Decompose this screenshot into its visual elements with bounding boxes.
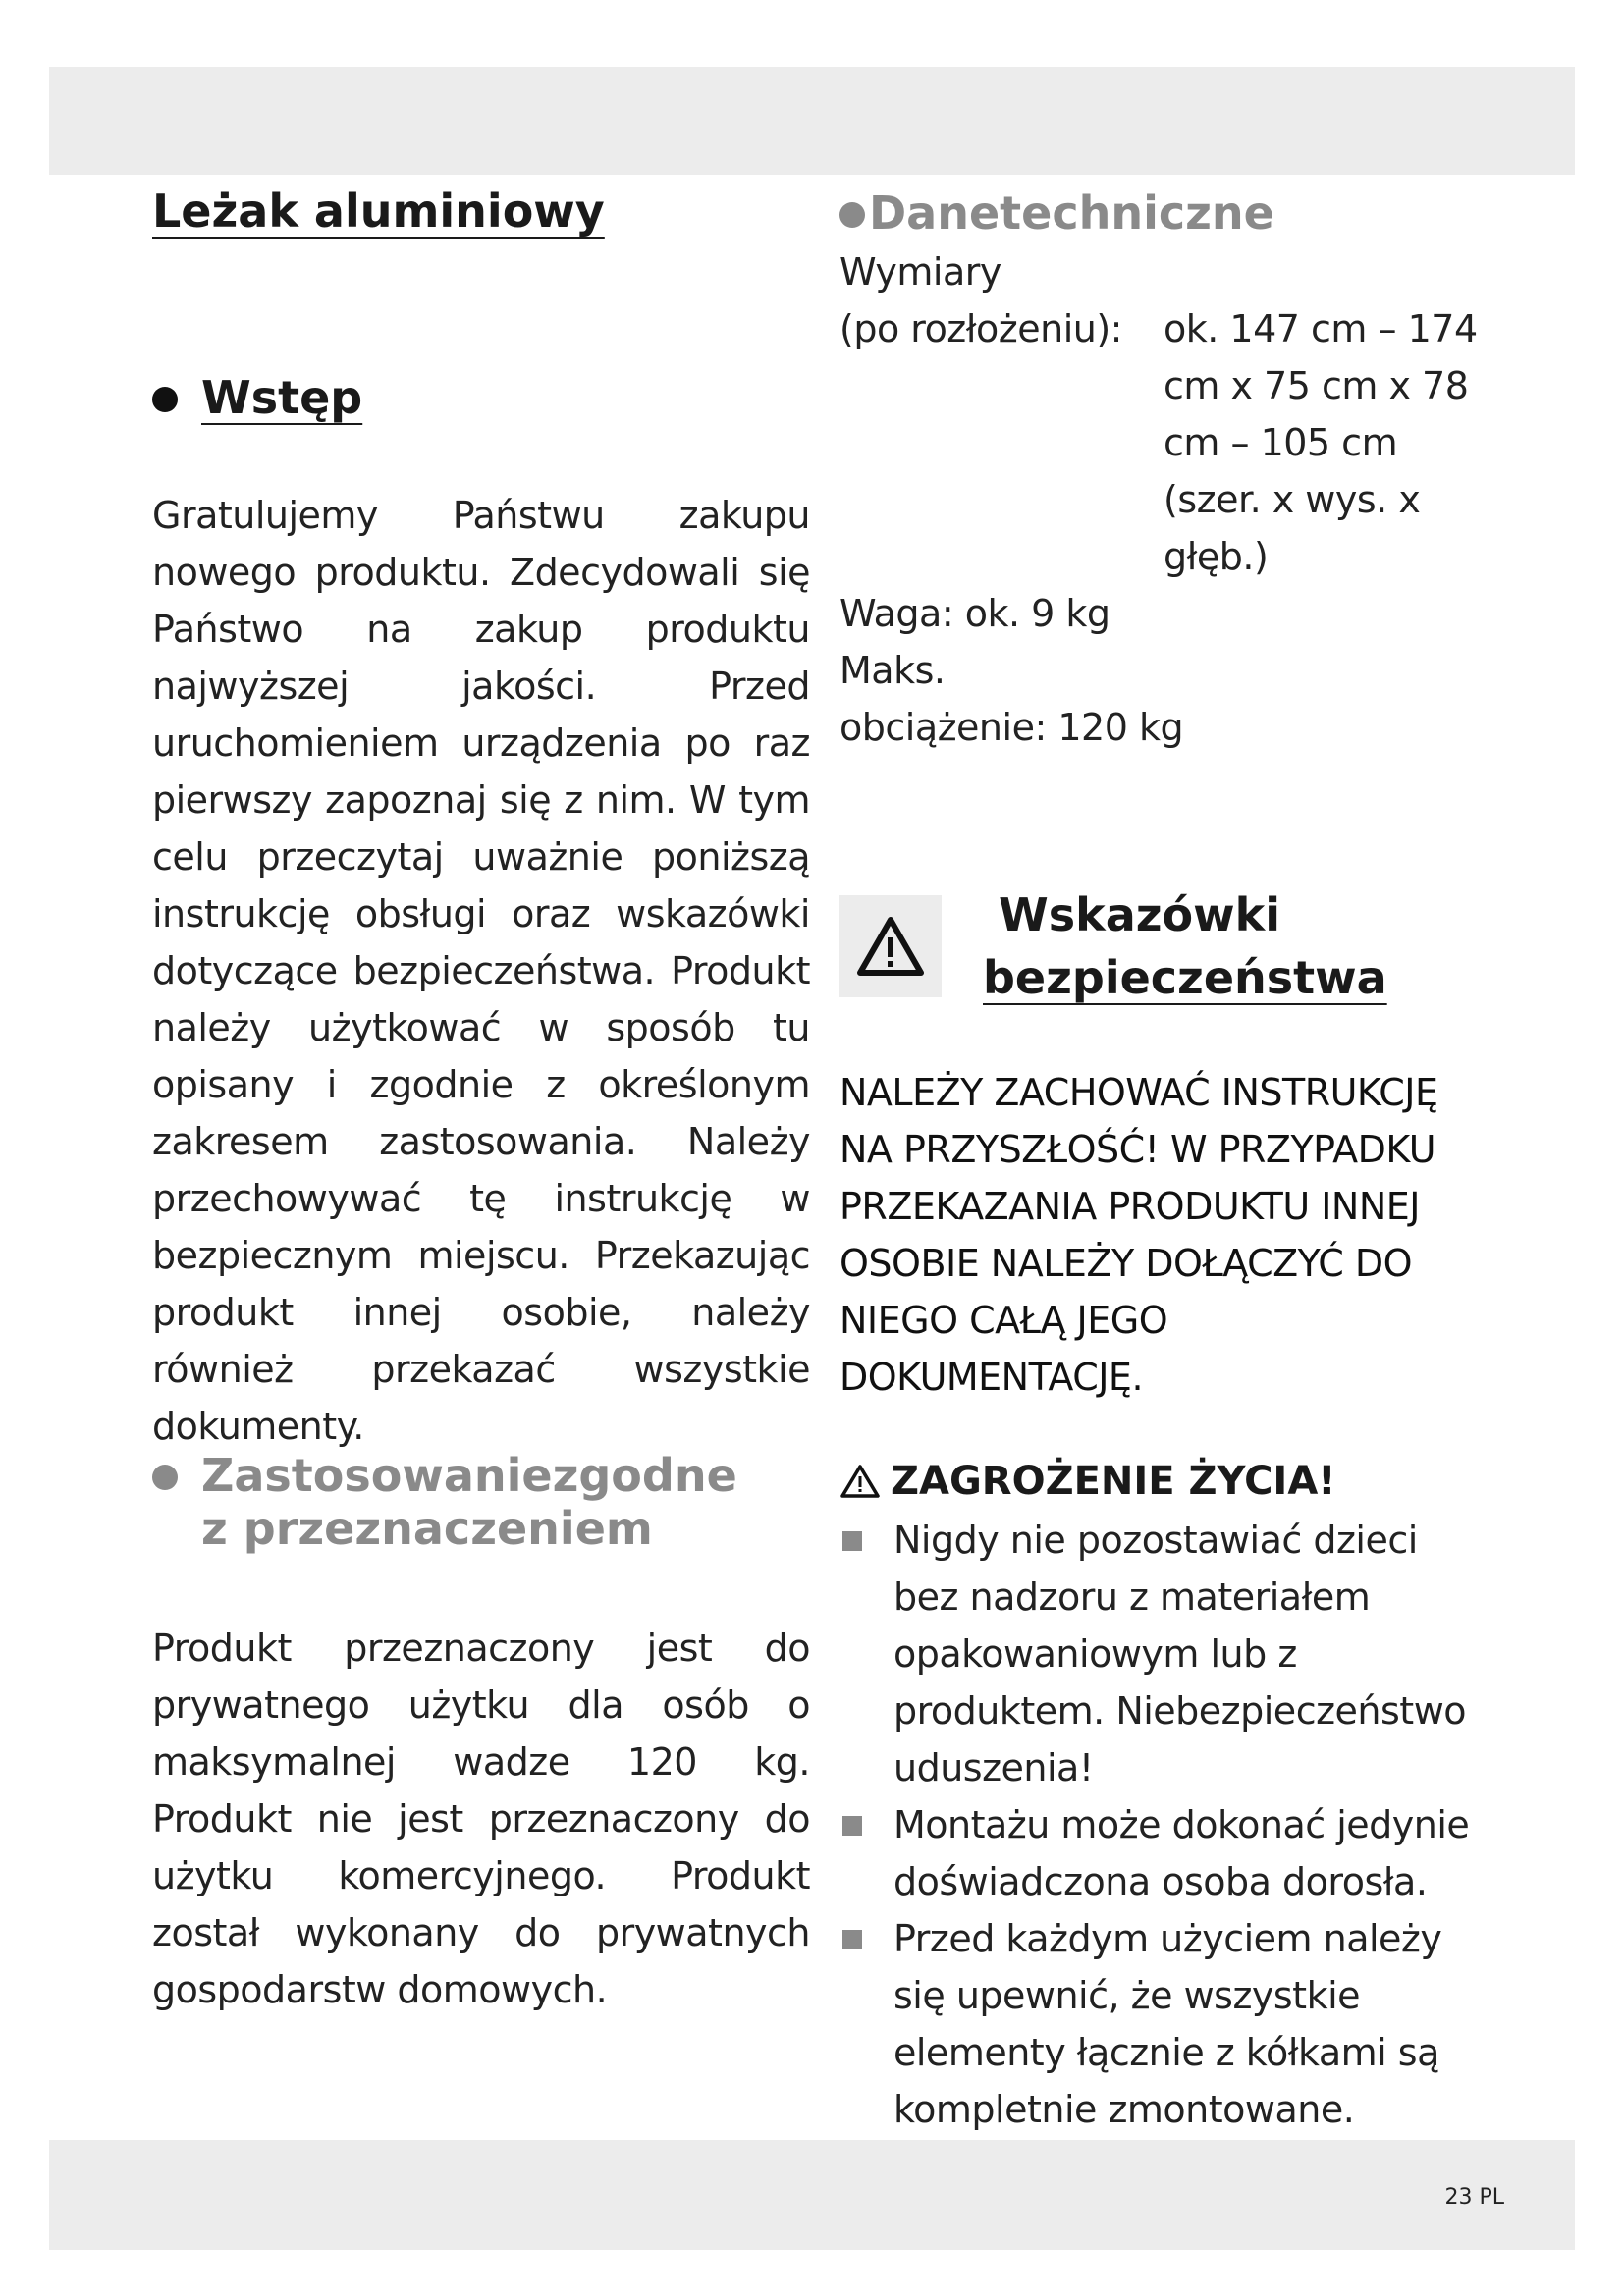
- intended-use-heading-line2: z przeznaczeniem: [201, 1502, 653, 1555]
- danger-list: [839, 1512, 1488, 2138]
- list-item-text: Montażu może dokonać jedynie doświadczona osoba dorosła.: [893, 1803, 1470, 1903]
- tech-data-heading: [839, 187, 1507, 240]
- max-load-row: [839, 699, 1507, 756]
- intended-use-heading: [152, 1449, 800, 1555]
- footer-band: [49, 2140, 1575, 2250]
- dimensions-label-row: [839, 243, 1507, 300]
- intended-use-heading-text: [201, 1449, 737, 1555]
- list-item-text: Nigdy nie pozostawiać dzieci bez nadzoru z materiałem opakowaniowym lub z produktem. Niebezpieczeństwo uduszenia!: [893, 1519, 1467, 1789]
- intro-heading-text: Wstęp: [201, 371, 363, 424]
- warning-triangle-icon: [839, 1464, 881, 1499]
- max-load-value: obciążenie: 120 kg: [839, 706, 1184, 749]
- danger-heading-text: ZAGROŻENIE ŻYCIA!: [891, 1459, 1336, 1504]
- dimensions-row: [839, 300, 1507, 585]
- weight-value: Waga: ok. 9 kg: [839, 592, 1110, 635]
- list-item: [839, 1910, 1488, 2138]
- danger-section: [839, 1459, 1507, 2138]
- page-title: Leżak aluminiowy: [152, 185, 605, 238]
- square-bullet-icon: [842, 1930, 862, 1949]
- safety-heading: [983, 883, 1387, 1009]
- dimensions-label: Wymiary: [839, 250, 1001, 294]
- danger-heading: [839, 1459, 1507, 1504]
- safety-notice: NALEŻY ZACHOWAĆ INSTRUKCJĘ NA PRZYSZŁOŚĆ! W PRZYPADKU PRZEKAZANIA PRODUKTU INNEJ OSOBIE NALEŻY DOŁĄCZYĆ DO NIEGO CAŁĄ JEGO DOKUMENTACJĘ.: [839, 1071, 1438, 1399]
- list-item: [839, 1512, 1488, 1796]
- intended-use-text: Produkt przeznaczony jest do prywatnego użytku dla osób o maksymalnej wadze 120 kg. Produkt nie jest przeznaczony do użytku komercyjnego. Produkt został wykonany do prywatnych gospodarstw domowych.: [152, 1627, 810, 2011]
- page-number: 23 PL: [1444, 2185, 1504, 2210]
- list-item: [839, 1796, 1488, 1910]
- bullet-dot-icon: [152, 387, 178, 412]
- safety-heading-line1: Wskazówki: [999, 888, 1280, 941]
- max-load-label: Maks.: [839, 649, 946, 692]
- intro-section: [152, 371, 800, 424]
- intended-use-heading-line1: Zastosowaniezgodne: [201, 1449, 737, 1502]
- bullet-dot-icon: [839, 202, 865, 228]
- header-band: [49, 67, 1575, 175]
- weight-row: [839, 585, 1507, 642]
- warning-triangle-icon: [856, 916, 925, 977]
- dimensions-value: ok. 147 cm – 174 cm x 75 cm x 78 cm – 105 cm (szer. x wys. x głęb.): [1164, 307, 1478, 578]
- square-bullet-icon: [842, 1531, 862, 1551]
- max-load-label-row: [839, 642, 1507, 699]
- intro-text: Gratulujemy Państwu zakupu nowego produktu. Zdecydowali się Państwo na zakup produktu najwyższej jakości. Przed uruchomieniem urządzenia po raz pierwszy zapoznaj się z nim. W tym celu przeczytaj uważnie poniższą instrukcję obsługi oraz wskazówki dotyczące bezpieczeństwa. Produkt należy użytkować w sposób tu opisany i zgodnie z określonym zakresem zastosowania. Należy przechowywać tę instrukcję w bezpiecznym miejscu. Przekazując produkt innej osobie, należy również przekazać wszystkie dokumenty.: [152, 494, 810, 1448]
- safety-heading-line2: bezpieczeństwa: [983, 951, 1387, 1004]
- warning-box: [839, 895, 942, 997]
- dimensions-sublabel: (po rozłożeniu):: [839, 307, 1122, 350]
- bullet-dot-icon: [152, 1465, 178, 1490]
- intro-heading: [152, 371, 800, 424]
- intended-use-section: [152, 1449, 800, 1555]
- safety-heading-block: [839, 883, 1507, 1009]
- list-item-text: Przed każdym użyciem należy się upewnić, że wszystkie elementy łącznie z kółkami są kompletnie zmontowane.: [893, 1917, 1442, 2131]
- tech-data-heading-text: Danetechniczne: [869, 187, 1274, 240]
- square-bullet-icon: [842, 1816, 862, 1836]
- tech-data-section: [839, 187, 1507, 756]
